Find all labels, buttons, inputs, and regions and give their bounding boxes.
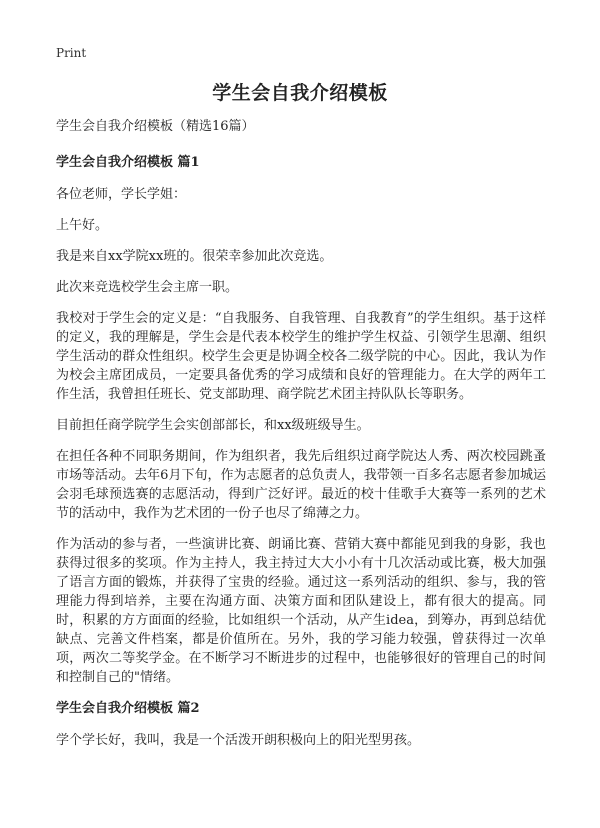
page-title: 学生会自我介绍模板: [212, 82, 388, 104]
paragraph: 作为活动的参与者，一些演讲比赛、朗诵比赛、营销大赛中都能见到我的身影，我也获得过很多的奖项。作为主持人，我主持过大大小小有十几次活动或比赛，极大加强了语言方面的锻炼，并获得了宝贵的经验。通过这一系列活动的组织、参与，我的管理能力得到培养，主要在沟通方面、决策方面和团队建设上，都有很大的提高。同时，积累的方方面面的经验，比如组织一个活动，从产生idea，到筹办，再到总结优缺点、完善文件档案，都是价值所在。另外，我的学习能力较强，曾获得过一次单项，两次二等奖学金。在不断学习不断进步的过程中，也能够很好的管理自己的时间和控制自己的"情绪。: [56, 537, 546, 685]
paragraph: 我校对于学生会的定义是：“自我服务、自我管理、自我教育”的学生组织。基于这样的定义，我的理解是，学生会是代表本校学生的维护学生权益、引领学生思潮、组织学生活动的群众性组织。校学生会更是协调全校各二级学院的中心。因此，我认为作为校会主席团成员，一定要具备优秀的学习成绩和良好的管理能力。在大学的两年工作生活，我曾担任班长、党支部助理、商学院艺术团主持队队长等职务。: [56, 311, 546, 402]
paragraph: 学个学长好，我叫，我是一个活泼开朗积极向上的阳光型男孩。: [56, 733, 421, 748]
paragraph: 目前担任商学院学生会实创部部长，和xx级班级导生。: [56, 418, 370, 433]
document-body: [56, 117, 546, 762]
paragraph: 我是来自xx学院xx班的。很荣幸参加此次竞选。: [56, 249, 333, 264]
paragraph: 在担任各种不同职务期间，作为组织者，我先后组织过商学院达人秀、两次校园跳蚤市场等活动。去年6月下旬，作为志愿者的总负责人，我带领一百多名志愿者参加城运会羽毛球预选赛的志愿活动，得到广泛好评。最近的校十佳歌手大赛等一系列的艺术节的活动中，我作为艺术团的一份子也尽了绵薄之力。: [56, 449, 546, 521]
paragraph: 上午好。: [56, 218, 109, 233]
paragraph: 各位老师，学长学姐：: [56, 187, 187, 202]
print-link[interactable]: Print: [56, 46, 87, 60]
section-heading-2: 学生会自我介绍模板 篇2: [56, 701, 200, 716]
section-heading-1: 学生会自我介绍模板 篇1: [56, 155, 200, 170]
paragraph: 此次来竞选校学生会主席一职。: [56, 280, 239, 295]
document-subtitle: 学生会自我介绍模板（精选16篇）: [56, 119, 255, 134]
